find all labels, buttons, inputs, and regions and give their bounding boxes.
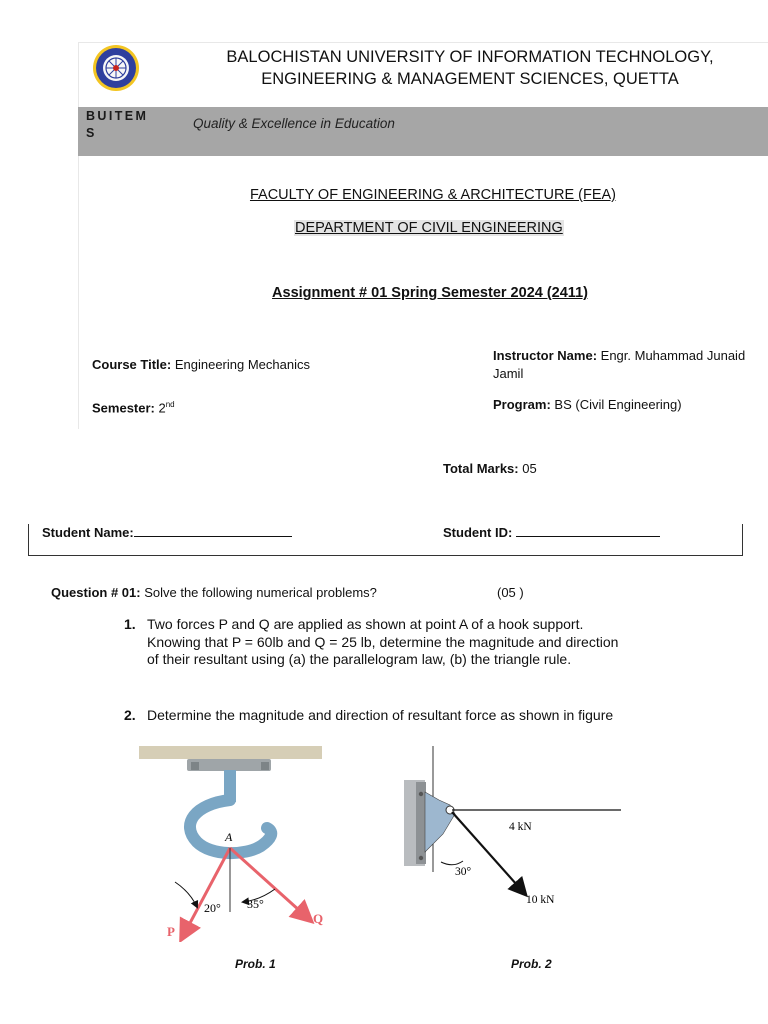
item-1-number: 1. [124, 616, 136, 632]
prob2-caption: Prob. 2 [511, 957, 552, 971]
question-marks: (05 ) [497, 585, 524, 600]
program: Program: BS (Civil Engineering) [493, 397, 682, 412]
assignment-title: Assignment # 01 Spring Semester 2024 (2411) [272, 285, 588, 301]
point-a-label: A [225, 830, 233, 844]
bracket [425, 792, 455, 852]
course-title: Course Title: Engineering Mechanics [92, 357, 310, 372]
force-10kn-label: 10 kN [526, 894, 555, 906]
question-heading: Question # 01: Solve the following numerical problems? [51, 585, 377, 600]
instructor-name: Instructor Name: Engr. Muhammad Junaid Jamil [493, 348, 746, 381]
department-title: DEPARTMENT OF CIVIL ENGINEERING [295, 220, 563, 236]
item-1-text: Two forces P and Q are applied as shown at point A of a hook support. Knowing that P = 60lb and Q = 25 lb, determine the magnitude and direction of their resultant using (a) the parallelogram law, (b) the triangle rule. [147, 616, 619, 667]
force-q-arrow [230, 848, 310, 920]
force-p-label: P [167, 924, 175, 939]
prob1-figure [135, 742, 335, 942]
angle-30-label: 30° [455, 866, 472, 878]
ceiling-beam [139, 746, 322, 759]
angle-arc [441, 861, 463, 865]
item-2-number: 2. [124, 707, 136, 723]
motto-band [78, 107, 768, 156]
force-q-label: Q [313, 911, 324, 926]
hook-base-plate [187, 759, 271, 771]
motto: Quality & Excellence in Education [193, 116, 395, 131]
faculty-title: FACULTY OF ENGINEERING & ARCHITECTURE (FEA) [249, 187, 617, 203]
angle-p-arc [175, 882, 197, 907]
university-logo [92, 44, 140, 92]
university-abbreviation: BUITEM S [86, 109, 149, 140]
item-2-text: Determine the magnitude and direction of resultant force as shown in figure [147, 707, 614, 723]
angle-q-label: 35° [247, 897, 264, 911]
force-4kn-label: 4 kN [509, 821, 532, 833]
total-marks: Total Marks: 05 [443, 461, 537, 476]
university-title: BALOCHISTAN UNIVERSITY OF INFORMATION TECHNOLOGY, ENGINEERING & MANAGEMENT SCIENCES, QUETTA [226, 48, 714, 88]
semester: Semester: 2nd [92, 400, 175, 416]
student-name-field[interactable]: Student Name: [42, 524, 292, 542]
student-id-field[interactable]: Student ID: [443, 524, 660, 542]
force-p-arrow [182, 848, 230, 938]
hook-curve [190, 800, 271, 853]
prob2-figure [395, 742, 635, 912]
angle-p-label: 20° [204, 901, 221, 915]
prob1-caption: Prob. 1 [235, 957, 276, 971]
